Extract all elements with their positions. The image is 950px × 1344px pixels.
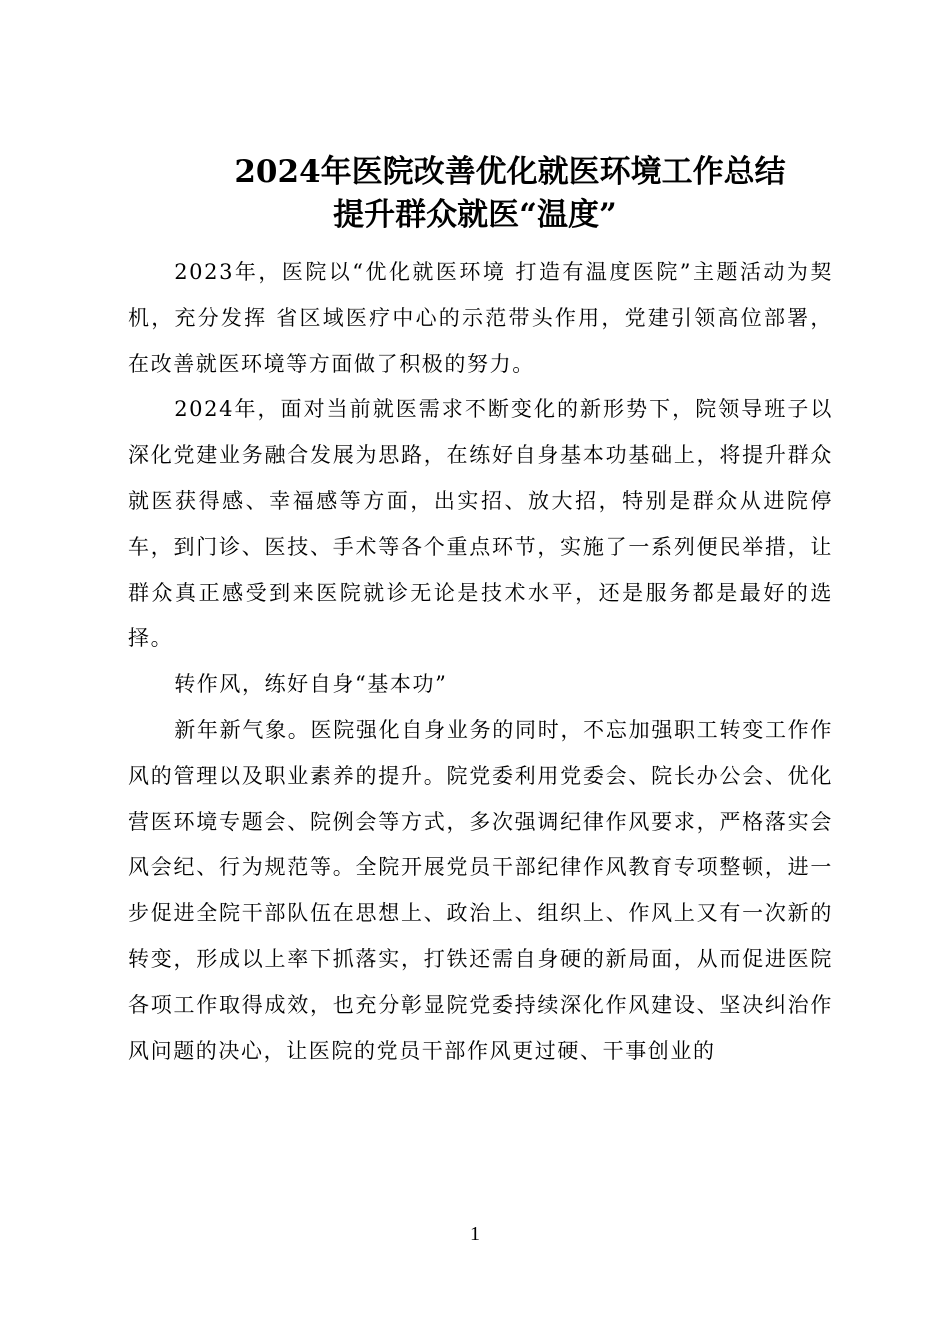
page-number: 1 — [470, 1223, 480, 1245]
section-heading-work-style: 转作风，练好自身“基本功” — [174, 672, 448, 697]
document-title-line-2: 提升群众就医“温度” — [333, 197, 617, 233]
paragraph-work-style: 新年新气象。医院强化自身业务的同时，不忘加强职工转变工作作风的管理以及职业素养的提升。院党委利用党委会、院长办公会、优化营医环境专题会、院例会等方式，多次强调纪律作风要求，严格落实会风会纪、行为规范等。全院开展党员干部纪律作风教育专项整顿，进一步促进全院干部队伍在思想上、政治上、组织上、作风上又有一次新的转变，形成以上率下抓落实，打铁还需自身硬的新局面，从而促进医院各项工作取得成效，也充分彰显院党委持续深化作风建设、坚决纠治作风问题的决心，让医院的党员干部作风更过硬、干事创业的 — [128, 717, 833, 1063]
paragraph-2024-overview: 2024年，面对当前就医需求不断变化的新形势下，院领导班子以深化党建业务融合发展为思路，在练好自身基本功基础上，将提升群众就医获得感、幸福感等方面，出实招、放大招，特别是群众从进院停车，到门诊、医技、手术等各个重点环节，实施了一系列便民举措，让群众真正感受到来医院就诊无论是技术水平，还是服务都是最好的选择。 — [128, 397, 833, 651]
document-title-line-1: 2024年医院改善优化就医环境工作总结 — [234, 154, 786, 190]
document-body — [128, 250, 833, 1074]
paragraph-intro-2023: 2023年，医院以“优化就医环境 打造有温度医院”主题活动为契机，充分发挥 省区域医疗中心的示范带头作用，党建引领高位部署，在改善就医环境等方面做了积极的努力。 — [128, 260, 833, 376]
